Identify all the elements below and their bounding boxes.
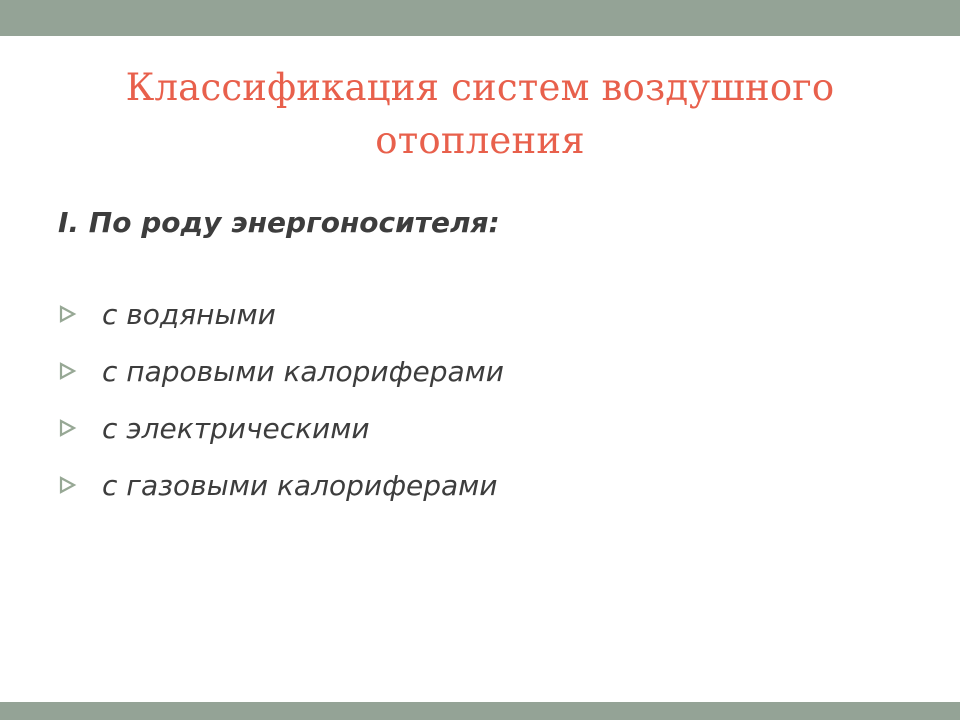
- arrow-bullet-icon: [58, 468, 102, 495]
- arrow-bullet-icon: [58, 354, 102, 381]
- bottom-decorative-band: [0, 702, 960, 720]
- section-heading: I. По роду энергоносителя:: [58, 206, 500, 239]
- page-title: Классификация систем воздушного отопления: [125, 66, 835, 162]
- list-item-label: с водяными: [102, 298, 276, 332]
- slide-body: [58, 205, 908, 525]
- arrow-bullet-icon: [58, 411, 102, 438]
- arrow-bullet-icon: [58, 297, 102, 324]
- list-item-label: с газовыми калориферами: [102, 468, 498, 502]
- top-decorative-band: [0, 0, 960, 36]
- list-item-label: с паровыми калориферами: [102, 355, 504, 389]
- list-item: [58, 354, 908, 390]
- list-item: [58, 411, 908, 447]
- list-item-label: с электрическими: [102, 412, 370, 446]
- bullet-list: [58, 297, 908, 503]
- list-item: [58, 468, 908, 504]
- list-item: [58, 297, 908, 333]
